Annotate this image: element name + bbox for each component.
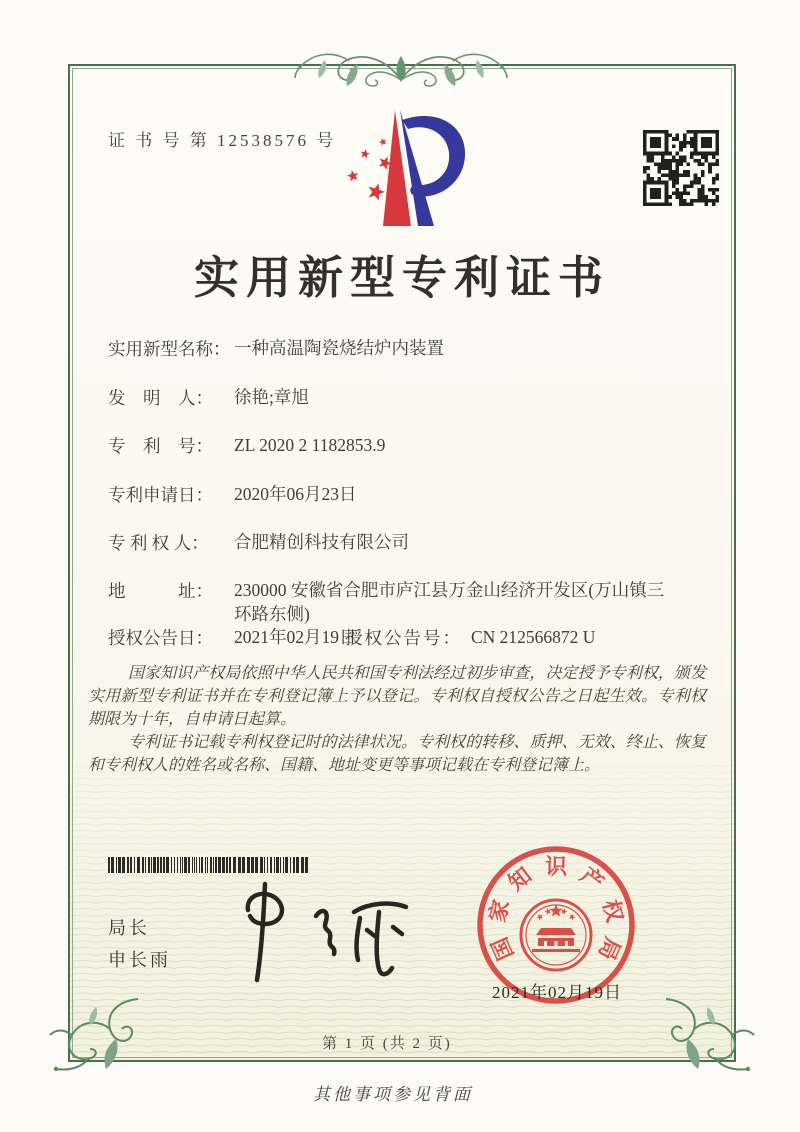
field-value: 一种高温陶瓷烧结炉内装置 [234,338,444,358]
field-label: 专 利 号： [108,436,213,456]
certificate-number: 证 书 号 第 12538576 号 [108,131,337,150]
svg-text:识: 识 [544,854,568,879]
field-value: 徐艳;章旭 [234,387,309,407]
field-row-inventor [108,385,692,410]
field-value: 合肥精创科技有限公司 [234,532,409,552]
field-label: 实用新型名称： [108,339,231,359]
field-row-grant [108,625,692,650]
barcode [108,857,308,873]
svg-text:国: 国 [486,933,519,964]
field-label: 授权公告号： [345,628,462,648]
legal-paragraph-1: 国家知识产权局依照中华人民共和国专利法经过初步审查，决定授予专利权，颁发实用新型专利证书并在专利登记簿上予以登记。专利权自授权公告之日起生效。专利权期限为十年，自申请日起算。 [88,665,706,728]
field-value: 2020年06月23日 [234,484,357,504]
national-emblem-icon [521,900,591,970]
page-number: 第 1 页 (共 2 页) [322,1036,452,1052]
svg-text:家: 家 [484,897,515,925]
legal-text-block [88,662,706,777]
field-row-name [108,336,692,361]
legal-paragraph-2: 专利证书记载专利权登记时的法律状况。专利权的转移、质押、无效、终止、恢复和专利权人的姓名或名称、国籍、地址变更等事项记载在专利登记簿上。 [88,734,706,774]
field-value: 230000 安徽省合肥市庐江县万金山经济开发区(万山镇三环路东侧) [234,580,665,624]
signer-name: 申长雨 [108,950,171,970]
top-border-ornament-icon [291,38,511,96]
back-side-note: 其他事项参见背面 [313,1085,473,1104]
field-value: 2021年02月19日 [234,627,357,647]
qr-code [643,130,719,206]
svg-text:产: 产 [575,862,609,896]
svg-text:权: 权 [597,897,628,925]
grant-date-stamp: 2021年02月19日 [492,983,622,1002]
svg-text:知: 知 [503,862,537,896]
field-label: 专利申请日： [108,485,213,505]
field-label: 授权公告日： [108,628,213,648]
field-pair-grant-no [345,625,595,650]
field-value: CN 212566872 U [471,627,596,647]
svg-text:局: 局 [593,933,626,964]
bottom-left-corner-ornament-icon [46,993,146,1071]
field-label: 专 利 权 人： [108,533,209,553]
certificate-title: 实用新型专利证书 [193,253,610,303]
field-label: 地 址： [108,581,213,601]
signer-title: 局长 [108,918,150,938]
cnipa-logo-icon [338,106,466,238]
field-row-patent-no [108,433,692,458]
field-label: 发 明 人： [108,388,213,408]
field-row-address [108,578,680,626]
bottom-right-corner-ornament-icon [658,993,758,1071]
field-row-filing-date [108,482,692,507]
shen-changyu-signature-icon [228,876,418,986]
field-row-patentee [108,530,692,555]
field-value: ZL 2020 2 1182853.9 [234,435,386,455]
